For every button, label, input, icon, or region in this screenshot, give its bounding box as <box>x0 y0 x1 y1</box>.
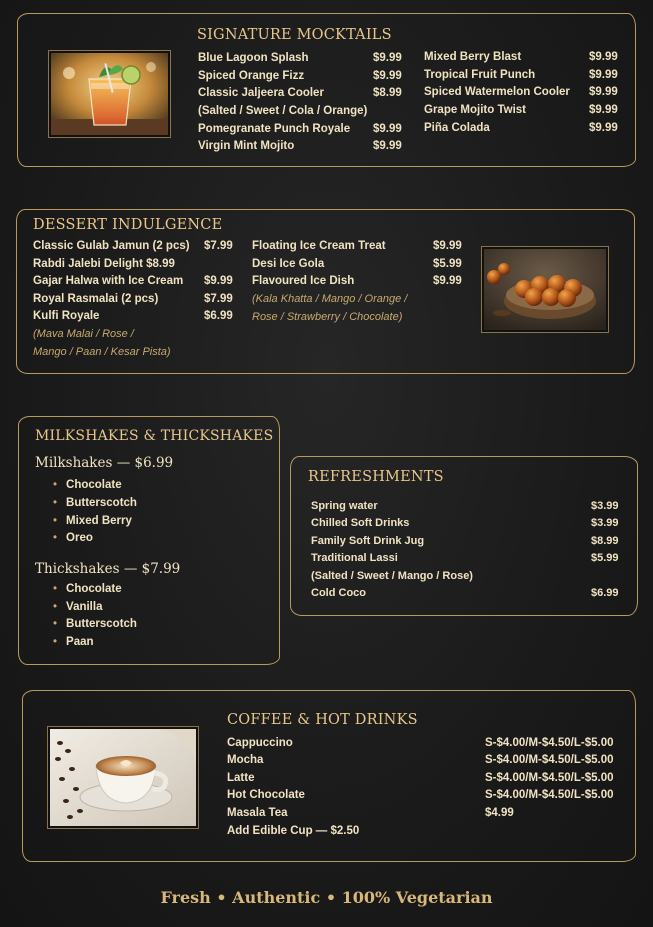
menu-item: Cold Coco <box>311 587 366 599</box>
menu-item: Spiced Orange Fizz <box>198 70 305 82</box>
coffee-title: COFFEE & HOT DRINKS <box>227 712 418 728</box>
item-price: $9.99 <box>373 70 402 82</box>
item-price: S-$4.00/M-$4.50/L-$5.00 <box>485 737 614 749</box>
cappuccino-illustration <box>50 729 196 826</box>
menu-item-variants: (Salted / Sweet / Mango / Rose) <box>311 570 473 582</box>
refreshments-title: REFRESHMENTS <box>308 469 444 485</box>
menu-item: Mocha <box>227 754 264 766</box>
flavour-note: (Mava Malai / Rose / <box>33 328 134 340</box>
menu-item: Pomegranate Punch Royale <box>198 123 351 135</box>
menu-item: Floating Ice Cream Treat <box>252 240 386 252</box>
flavour-note: (Kala Khatta / Mango / Orange / <box>252 293 408 305</box>
item-price: $9.99 <box>373 52 402 64</box>
menu-item: Family Soft Drink Jug <box>311 535 425 547</box>
shakes-title: MILKSHAKES & THICKSHAKES <box>35 428 274 444</box>
mocktails-title: SIGNATURE MOCKTAILS <box>197 27 392 43</box>
menu-item: Traditional Lassi <box>311 552 398 564</box>
item-price: $9.99 <box>589 69 618 81</box>
menu-item: Blue Lagoon Splash <box>198 52 309 64</box>
list-item: • Mixed Berry <box>53 515 132 527</box>
item-price: $9.99 <box>433 275 462 287</box>
gulab-jamun-photo <box>482 247 608 332</box>
item-price: S-$4.00/M-$4.50/L-$5.00 <box>485 772 614 784</box>
item-price: $4.99 <box>485 807 514 819</box>
item-price: S-$4.00/M-$4.50/L-$5.00 <box>485 754 614 766</box>
menu-item-variants: (Salted / Sweet / Cola / Orange) <box>198 105 368 117</box>
item-price: $7.99 <box>204 293 233 305</box>
menu-item-addon: Add Edible Cup — $2.50 <box>227 825 360 837</box>
item-price: $9.99 <box>589 104 618 116</box>
item-price: $3.99 <box>591 500 619 512</box>
item-price: $8.99 <box>373 87 402 99</box>
menu-item: Piña Colada <box>424 122 490 134</box>
menu-item: Spring water <box>311 500 378 512</box>
item-price: $9.99 <box>373 123 402 135</box>
item-price: $8.99 <box>591 535 619 547</box>
list-item: • Chocolate <box>53 479 122 491</box>
menu-item: Cappuccino <box>227 737 293 749</box>
item-price: $9.99 <box>204 275 233 287</box>
flavour-note: Rose / Strawberry / Chocolate) <box>252 311 403 323</box>
menu-item: Grape Mojito Twist <box>424 104 527 116</box>
mocktail-photo <box>49 51 170 137</box>
footer-tagline: Fresh • Authentic • 100% Vegetarian <box>160 888 493 907</box>
item-price: $5.99 <box>433 258 462 270</box>
menu-item: Spiced Watermelon Cooler <box>424 86 570 98</box>
menu-item: Masala Tea <box>227 807 288 819</box>
item-price: $5.99 <box>591 552 619 564</box>
cappuccino-photo <box>48 727 198 828</box>
list-item: • Butterscotch <box>53 497 137 509</box>
menu-item: Classic Jaljeera Cooler <box>198 87 324 99</box>
menu-item: Flavoured Ice Dish <box>252 275 355 287</box>
menu-item: Desi Ice Gola <box>252 258 325 270</box>
list-item: • Butterscotch <box>53 618 137 630</box>
menu-item: Hot Chocolate <box>227 789 305 801</box>
item-price: $9.99 <box>433 240 462 252</box>
milkshakes-label: Milkshakes — $6.99 <box>35 455 174 471</box>
mocktail-illustration <box>51 53 168 135</box>
item-price: $9.99 <box>589 51 618 63</box>
gulab-jamun-illustration <box>484 249 606 330</box>
menu-item: Royal Rasmalai (2 pcs) <box>33 293 159 305</box>
menu-item: Rabdi Jalebi Delight $8.99 <box>33 258 175 270</box>
menu-item: Tropical Fruit Punch <box>424 69 536 81</box>
menu-item: Virgin Mint Mojito <box>198 140 295 152</box>
item-price: S-$4.00/M-$4.50/L-$5.00 <box>485 789 614 801</box>
menu-item: Gajar Halwa with Ice Cream <box>33 275 184 287</box>
list-item: • Oreo <box>53 532 93 544</box>
item-price: $6.99 <box>591 587 619 599</box>
item-price: $9.99 <box>373 140 402 152</box>
item-price: $7.99 <box>204 240 233 252</box>
thickshakes-label: Thickshakes — $7.99 <box>35 561 181 577</box>
dessert-title: DESSERT INDULGENCE <box>33 217 223 233</box>
item-price: $9.99 <box>589 122 618 134</box>
menu-item: Mixed Berry Blast <box>424 51 522 63</box>
item-price: $3.99 <box>591 517 619 529</box>
list-item: • Chocolate <box>53 583 122 595</box>
list-item: • Vanilla <box>53 601 103 613</box>
item-price: $9.99 <box>589 86 618 98</box>
menu-item: Latte <box>227 772 255 784</box>
menu-item: Chilled Soft Drinks <box>311 517 410 529</box>
flavour-note: Mango / Paan / Kesar Pista) <box>33 346 171 358</box>
menu-item: Kulfi Royale <box>33 310 100 322</box>
list-item: • Paan <box>53 636 94 648</box>
item-price: $6.99 <box>204 310 233 322</box>
menu-item: Classic Gulab Jamun (2 pcs) <box>33 240 190 252</box>
